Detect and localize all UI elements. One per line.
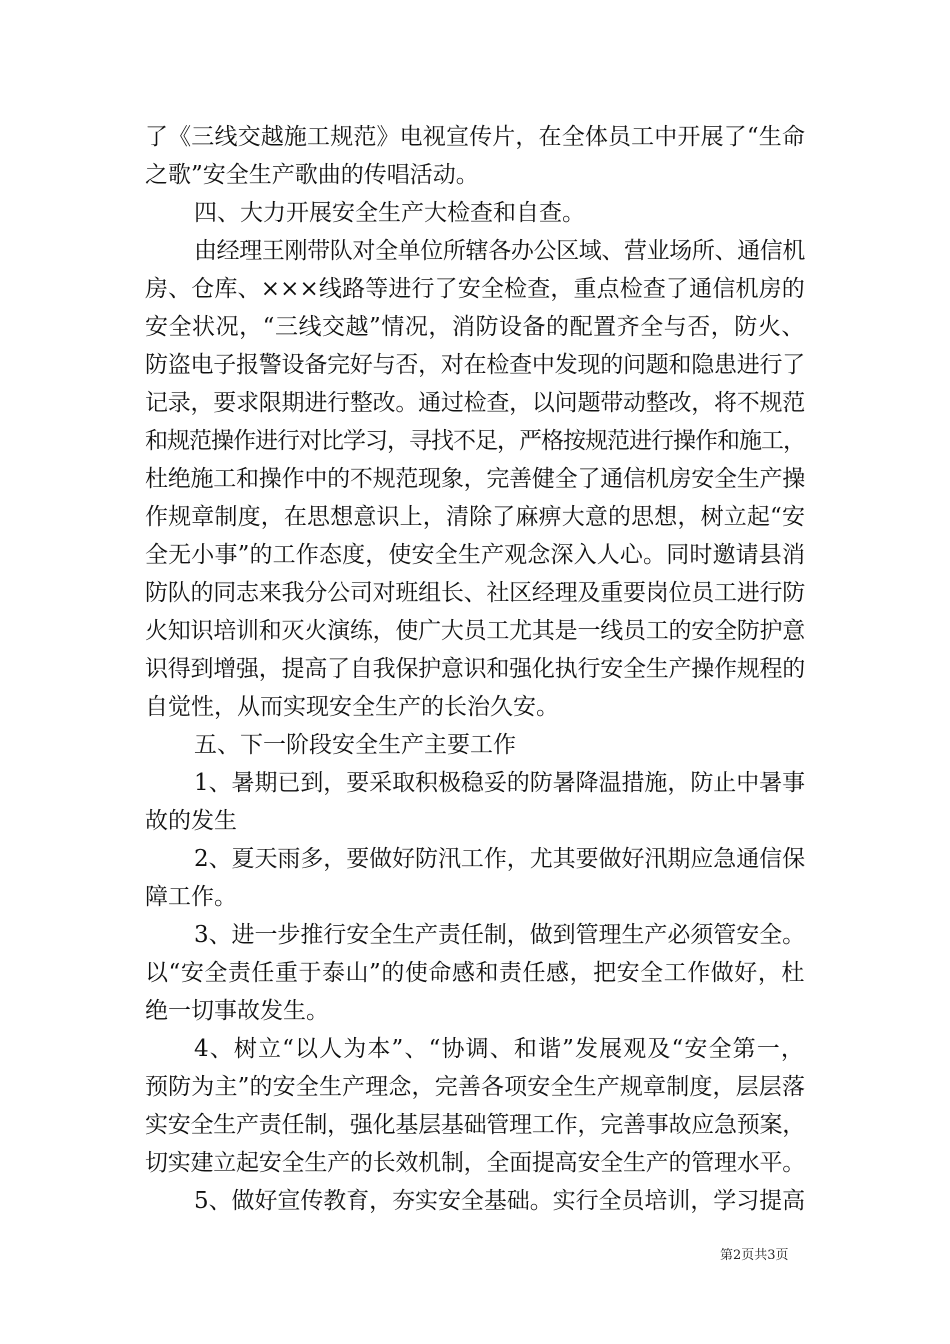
text-line — [145, 574, 805, 612]
text-line — [145, 1144, 805, 1182]
text-line-content: 四、大力开展安全生产大检查和自查。 — [194, 200, 585, 226]
document-body — [145, 118, 805, 1220]
text-line — [145, 270, 805, 308]
text-line — [145, 536, 805, 574]
text-line-content: 1、暑期已到，要采取积极稳妥的防暑降温措施，防止中暑事 — [194, 770, 806, 796]
text-line — [145, 1182, 805, 1220]
text-line-content: 切实建立起安全生产的长效机制，全面提高安全生产的管理水平。 — [145, 1150, 806, 1176]
text-line-content: 安全状况，“三线交越”情况，消防设备的配置齐全与否，防火、 — [145, 314, 805, 340]
text-line — [145, 612, 805, 650]
text-line — [145, 308, 805, 346]
text-line — [145, 498, 805, 536]
text-line-content: 识得到增强，提高了自我保护意识和强化执行安全生产操作规程的 — [145, 656, 806, 682]
text-line-content: 了《三线交越施工规范》电视宣传片，在全体员工中开展了“生命 — [145, 124, 806, 150]
page-number: 第2页共3页 — [720, 1248, 789, 1263]
text-line — [145, 992, 805, 1030]
text-line-content: 以“安全责任重于泰山”的使命感和责任感，把安全工作做好，杜 — [145, 960, 805, 986]
text-line — [145, 156, 805, 194]
text-line — [145, 1030, 805, 1068]
text-line — [145, 460, 805, 498]
text-line-content: 4、树立“以人为本”、“协调、和谐”发展观及“安全第一， — [194, 1036, 806, 1062]
text-line-content: 和规范操作进行对比学习，寻找不足，严格按规范进行操作和施工， — [145, 428, 805, 454]
text-line-content: 绝一切事故发生。 — [145, 998, 329, 1024]
text-line-content: 自觉性，从而实现安全生产的长治久安。 — [145, 694, 559, 720]
text-line — [145, 878, 805, 916]
text-line — [145, 422, 805, 460]
text-line-content: 障工作。 — [145, 884, 237, 910]
text-line — [145, 194, 805, 232]
text-line — [145, 840, 805, 878]
text-line — [145, 346, 805, 384]
text-line-content: 防盗电子报警设备完好与否，对在检查中发现的问题和隐患进行了 — [145, 352, 806, 378]
text-line-content: 全无小事”的工作态度，使安全生产观念深入人心。同时邀请县消 — [145, 542, 806, 568]
text-line — [145, 954, 805, 992]
text-line-content: 由经理王刚带队对全单位所辖各办公区域、营业场所、通信机 — [194, 238, 806, 264]
text-line-content: 房、仓库、×××线路等进行了安全检查，重点检查了通信机房的 — [145, 276, 805, 302]
text-line-content: 故的发生 — [145, 808, 237, 834]
text-line-content: 五、下一阶段安全生产主要工作 — [194, 732, 516, 758]
text-line-content: 作规章制度，在思想意识上，清除了麻痹大意的思想，树立起“安 — [145, 504, 806, 530]
text-line — [145, 1068, 805, 1106]
text-line-content: 预防为主”的安全生产理念，完善各项安全生产规章制度，层层落 — [145, 1074, 806, 1100]
text-line — [145, 916, 805, 954]
text-line-content: 5、做好宣传教育，夯实安全基础。实行全员培训，学习提高 — [194, 1188, 806, 1214]
text-line-content: 之歌”安全生产歌曲的传唱活动。 — [145, 162, 479, 188]
text-line — [145, 802, 805, 840]
text-line — [145, 384, 805, 422]
text-line-content: 2、夏天雨多，要做好防汛工作，尤其要做好汛期应急通信保 — [194, 846, 806, 872]
text-line — [145, 118, 805, 156]
text-line-content: 记录，要求限期进行整改。通过检查，以问题带动整改，将不规范 — [145, 390, 806, 416]
text-line-content: 杜绝施工和操作中的不规范现象，完善健全了通信机房安全生产操 — [145, 466, 806, 492]
text-line — [145, 232, 805, 270]
text-line — [145, 726, 805, 764]
text-line — [145, 1106, 805, 1144]
text-line-content: 火知识培训和灭火演练，使广大员工尤其是一线员工的安全防护意 — [145, 618, 806, 644]
text-line — [145, 688, 805, 726]
text-line — [145, 764, 805, 802]
text-line-content: 防队的同志来我分公司对班组长、社区经理及重要岗位员工进行防 — [145, 580, 806, 606]
text-line — [145, 650, 805, 688]
text-line-content: 实安全生产责任制，强化基层基础管理工作，完善事故应急预案， — [145, 1112, 806, 1138]
text-line-content: 3、进一步推行安全生产责任制，做到管理生产必须管安全。 — [194, 922, 806, 948]
